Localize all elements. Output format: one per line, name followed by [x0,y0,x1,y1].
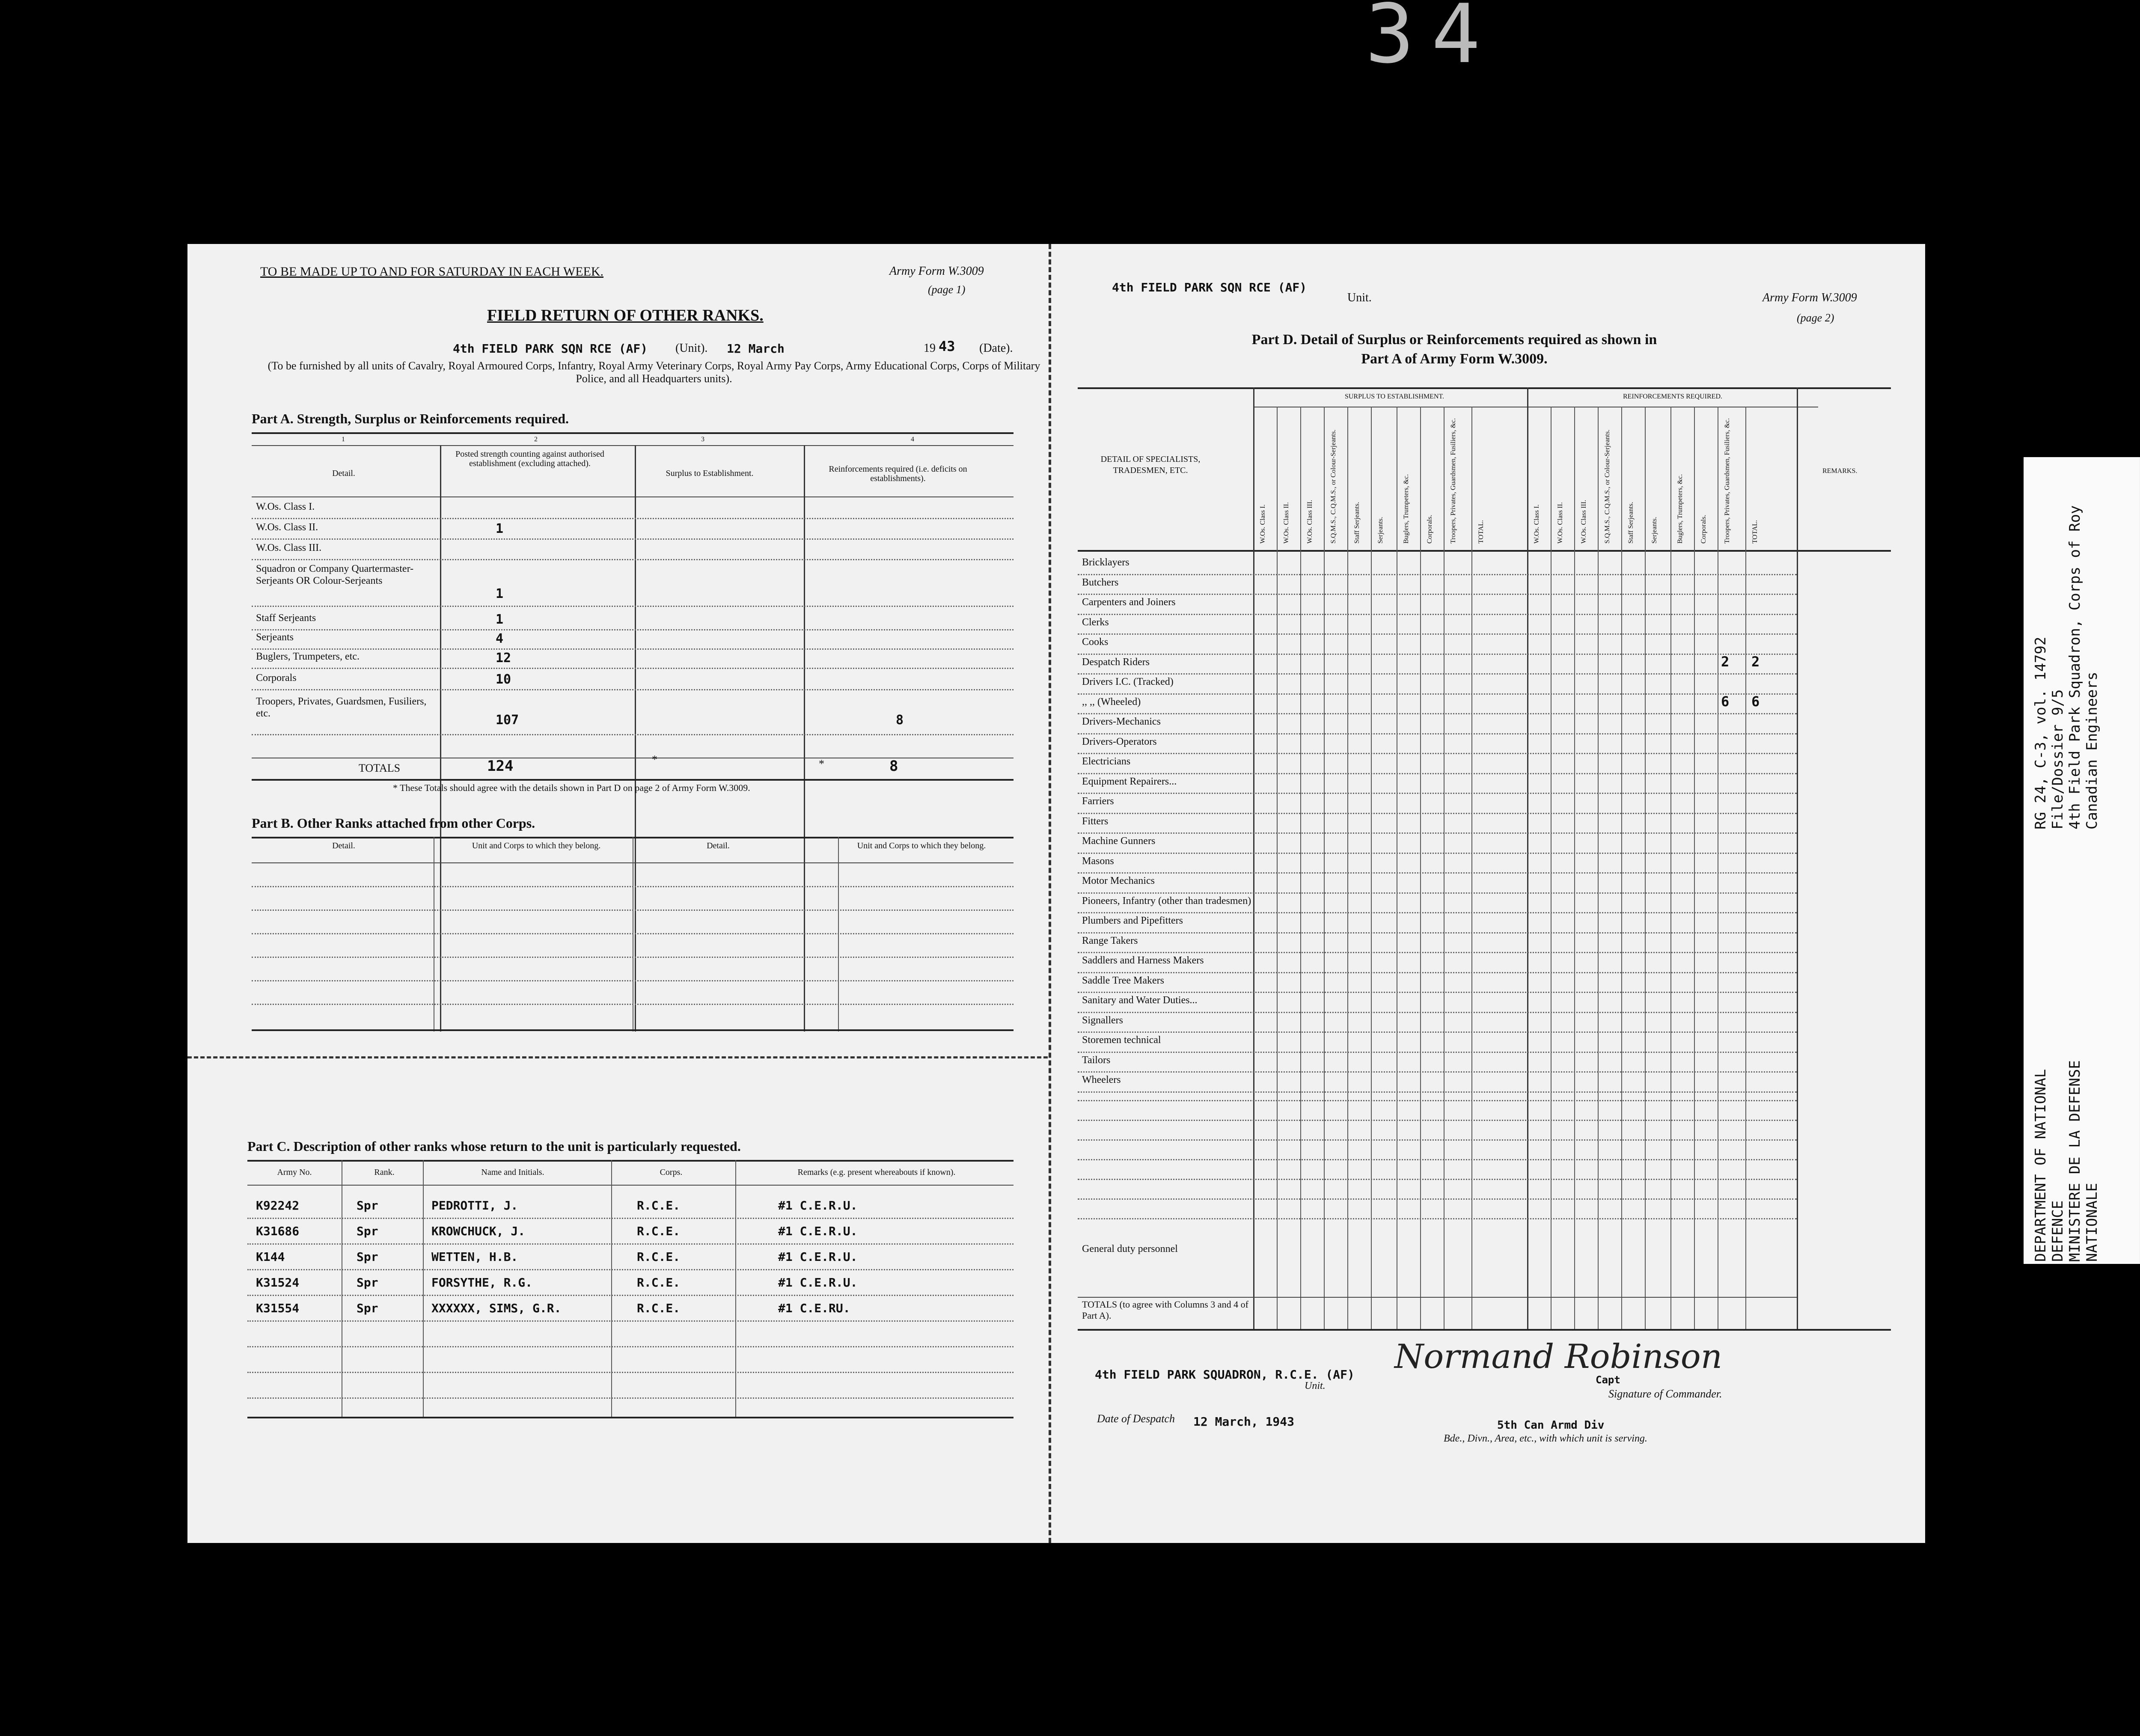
surplus-col-line [1347,407,1348,1329]
page-1 [187,244,1048,1543]
part-b-col-unit-2: Unit and Corps to which they belong. [857,841,986,850]
col-number-1: 1 [342,436,345,443]
formation-label: Bde., Divn., Area, etc., with which unit is serving. [1444,1433,1647,1444]
trade-reinf-total: 2 [1751,653,1760,670]
trade-row-rule [1078,574,1797,575]
page-fold [1049,244,1051,1543]
surplus-col-header: W.Os. Class III. [1306,499,1314,544]
remarks-border [1797,387,1798,1329]
part-c-col-name: Name and Initials. [481,1168,544,1177]
part-c-row-rule [247,1372,1014,1373]
part-c-row-rule [247,1243,1014,1245]
reinf-col-header: S.Q.M.S., C.Q.M.S., or Colour-Serjeants. [1604,429,1611,544]
part-c-title: Part C. Description of other ranks whose return to the unit is particularly requested. [247,1139,741,1154]
trade-row-rule [1078,633,1797,635]
trade-row-rule [1078,654,1797,655]
part-a-row-rule [252,648,1014,650]
col-number-2: 2 [534,436,538,443]
trade-row-rule [1078,932,1797,933]
trade-row-rule [1078,813,1797,814]
part-a-row-label: W.Os. Class II. [256,522,318,533]
surplus-col-line [1277,407,1278,1329]
part-c-name: XXXXXX, SIMS, G.R. [431,1301,562,1315]
part-a-row-label: W.Os. Class III. [256,542,322,553]
trade-row-rule [1078,952,1797,953]
part-c-army-no: K144 [256,1250,285,1264]
surplus-col-header: TOTAL. [1477,520,1485,544]
part-c-rank: Spr [357,1275,378,1290]
totals-surplus-star: * [652,753,657,766]
reference-lines: RG 24, C-3, vol. 14792 File/Dossier 9/5 4th Field Park Squadron, Corps of Roy Canadian Engineers [2032,505,2101,829]
trade-label: Saddle Tree Makers [1082,975,1164,986]
trade-label: Butchers [1082,577,1119,588]
unit-footer-label: Unit. [1305,1380,1326,1391]
part-a-row-strength: 1 [496,521,504,536]
part-c-army-no: K92242 [256,1198,300,1213]
trade-row-rule [1078,1031,1797,1033]
surplus-col-line [1471,407,1472,1329]
instructions: (To be furnished by all units of Cavalry, Royal Armoured Corps, Infantry, Royal Army Veterinary Corps, Royal Army Pay Corps, Army Educational Corps, Corps of Military Police, and all Headquarters units). [268,360,1040,385]
totals-top-rule [1078,1297,1797,1298]
part-a-row-rule [252,538,1014,540]
part-c-row-rule [247,1295,1014,1296]
blank-row-rule [1078,1120,1797,1121]
trade-row-rule [1078,713,1797,714]
trade-row-rule [1078,1091,1797,1093]
surplus-col-line [1371,407,1372,1329]
trade-label: Motor Mechanics [1082,875,1155,886]
reinf-col-line [1670,407,1671,1329]
unit-label-p2: Unit. [1347,291,1372,304]
trade-label: Plumbers and Pipefitters [1082,915,1183,926]
remarks-header: REMARKS. [1822,467,1858,475]
trade-label: Range Takers [1082,935,1138,946]
trade-label: Equipment Repairers... [1082,776,1177,787]
trade-label: Farriers [1082,796,1114,807]
part-a-footnote: * These Totals should agree with the details shown in Part D on page 2 of Army Form W.3009. [393,782,750,793]
trade-row-rule [1078,673,1797,675]
trade-row-rule [1078,1052,1797,1053]
part-c-remarks: #1 C.E.RU. [778,1301,850,1315]
col-header-reinf: Reinforcements required (i.e. deficits on establishments). [829,464,967,483]
trade-label: Drivers I.C. (Tracked) [1082,676,1174,687]
trade-reinf-corporals: 2 [1721,653,1730,670]
page-number-p2: (page 2) [1797,312,1834,324]
header-instruction: TO BE MADE UP TO AND FOR SATURDAY IN EACH WEEK. [260,265,604,279]
part-c-rank: Spr [357,1224,378,1238]
totals-reinf: 8 [889,758,898,775]
trade-row-rule [1078,972,1797,973]
detail-col-border [1253,387,1254,1329]
date-day: 12 March [727,342,785,356]
trade-row-rule [1078,912,1797,913]
trade-row-rule [1078,992,1797,993]
reinf-col-header: Corporals. [1700,514,1707,544]
blank-row-rule [1078,1179,1797,1180]
date-despatch-label: Date of Despatch [1097,1412,1175,1425]
part-c-corps: R.C.E. [637,1198,681,1213]
detail-header: DETAIL OF SPECIALISTS, TRADESMEN, ETC. [1100,455,1201,475]
totals-bottom-rule [1078,1329,1891,1331]
reinf-header: REINFORCEMENTS REQUIRED. [1623,393,1722,400]
date-year-prefix: 19 [924,342,936,355]
part-b-col-detail-2: Detail. [707,841,730,850]
surplus-col-header: Troopers, Privates, Guardsmen, Fusiliers, &c. [1450,418,1457,544]
part-c-row-rule [247,1320,1014,1322]
totals-label: TOTALS [359,762,401,774]
surplus-col-header: Serjeants. [1377,517,1384,544]
part-c-col-corps: Corps. [660,1168,683,1177]
part-c-army-no: K31554 [256,1301,300,1315]
part-c-army-no: K31686 [256,1224,300,1238]
unit-value: 4th FIELD PARK SQN RCE (AF) [453,342,648,356]
reinf-col-line [1574,407,1575,1329]
trade-label: Saddlers and Harness Makers [1082,955,1204,966]
part-c-name: KROWCHUCK, J. [431,1224,526,1238]
part-c-row-rule [247,1269,1014,1270]
col-number-3: 3 [701,436,704,443]
trade-label: Storemen technical [1082,1034,1161,1046]
trade-reinf-corporals: 6 [1721,693,1730,710]
part-a-row-label: Staff Serjeants [256,612,316,624]
surplus-col-line [1300,407,1301,1329]
reinf-col-header: TOTAL. [1751,520,1759,544]
trade-label: Tailors [1082,1054,1111,1066]
trade-label: Bricklayers [1082,557,1129,568]
col-header-detail: Detail. [332,469,355,478]
blank-row-rule [1078,1100,1797,1101]
formation: 5th Can Armd Div [1497,1419,1605,1432]
trade-row-rule [1078,872,1797,874]
surplus-col-line [1324,407,1325,1329]
part-a-row-rule [252,629,1014,630]
signature-label: Signature of Commander. [1608,1388,1722,1400]
part-d-title-2: Part A of Army Form W.3009. [1361,351,1548,367]
surplus-col-header: S.Q.M.S., C.Q.M.S., or Colour-Serjeants. [1330,429,1337,544]
part-c-remarks: #1 C.E.R.U. [778,1224,858,1238]
archive-label-card [2024,457,2140,1264]
part-c-row-rule [247,1397,1014,1399]
part-c-rank: Spr [357,1250,378,1264]
part-a-row-rule [252,734,1014,735]
part-c-name: FORSYTHE, R.G. [431,1275,533,1290]
part-c-corps: R.C.E. [637,1301,681,1315]
surplus-col-header: Corporals. [1426,514,1433,544]
part-c-name: WETTEN, H.B. [431,1250,518,1264]
reinf-col-header: Serjeants. [1651,517,1658,544]
col-header-strength: Posted strength counting against authorised establishment (excluding attached). [455,449,604,468]
part-c-col-remarks: Remarks (e.g. present whereabouts if known). [797,1168,956,1177]
part-a-row-rule [252,559,1014,560]
reinf-col-header: Buglers, Trumpeters, &c. [1676,474,1684,544]
reinf-col-header: W.Os. Class II. [1557,502,1564,544]
surplus-col-header: W.Os. Class II. [1283,502,1290,544]
trade-row-rule [1078,693,1797,695]
trade-row-rule [1078,793,1797,794]
part-c-row-rule [247,1218,1014,1219]
date-label: (Date). [979,342,1013,355]
army-form-label: Army Form W.3009 [889,265,984,278]
totals-strength: 124 [487,758,514,775]
part-a-row-reinf: 8 [896,713,904,728]
reinf-col-header: Staff Serjeants. [1627,502,1635,544]
date-year: 43 [939,338,955,354]
reinf-col-line [1598,407,1599,1329]
part-a-row-label: Buglers, Trumpeters, etc. [256,651,360,662]
part-c-name: PEDROTTI, J. [431,1198,518,1213]
trade-row-rule [1078,892,1797,894]
part-c-remarks: #1 C.E.R.U. [778,1250,858,1264]
page-2 [1052,244,1925,1543]
part-c-rank: Spr [357,1301,378,1315]
form-title: FIELD RETURN OF OTHER RANKS. [487,306,764,324]
surplus-col-header: Staff Serjeants. [1353,502,1361,544]
trade-label: Sanitary and Water Duties... [1082,995,1198,1006]
col-header-surplus: Surplus to Establishment. [666,469,754,478]
trade-row-rule [1078,773,1797,774]
trade-row-rule [1078,614,1797,615]
part-a-row-label: W.Os. Class I. [256,501,315,512]
part-a-title: Part A. Strength, Surplus or Reinforcements required. [252,411,569,426]
part-a-row-strength: 12 [496,651,511,666]
trade-row-rule [1078,753,1797,754]
reinf-col-header: W.Os. Class I. [1533,504,1540,544]
blank-row-rule [1078,1218,1797,1219]
surplus-reinf-divider [1527,387,1528,1329]
general-duty-label: General duty personnel [1082,1243,1178,1254]
trade-row-rule [1078,733,1797,734]
part-b-col-unit-1: Unit and Corps to which they belong. [472,841,601,850]
trade-label: Despatch Riders [1082,656,1150,668]
page-number: (page 1) [928,283,966,296]
trade-label: Signallers [1082,1014,1123,1026]
part-a-row-rule [252,689,1014,690]
unit-footer: 4th FIELD PARK SQUADRON, R.C.E. (AF) [1095,1367,1355,1382]
commander-signature: Normand Robinson [1394,1338,1722,1376]
unit-label: (Unit). [675,342,708,355]
part-a-row-label: Squadron or Company Quartermaster-Serjeants OR Colour-Serjeants [256,563,414,586]
part-b-title: Part B. Other Ranks attached from other Corps. [252,815,535,831]
part-a-row-strength: 1 [496,586,504,601]
blank-row-rule [1078,1139,1797,1141]
part-a-row-label: Corporals [256,672,297,684]
blank-row-rule [1078,1159,1797,1160]
signature-rank: Capt [1596,1374,1620,1386]
part-a-row-strength: 10 [496,672,511,687]
part-d-title-1: Part D. Detail of Surplus or Reinforcements required as shown in [1251,332,1657,348]
trade-label: Electricians [1082,756,1131,767]
trade-label: Drivers-Mechanics [1082,716,1161,727]
trade-row-rule [1078,832,1797,834]
trade-label: Masons [1082,855,1114,867]
unit-value-p2: 4th FIELD PARK SQN RCE (AF) [1112,280,1307,294]
army-form-label-p2: Army Form W.3009 [1763,291,1857,304]
reinf-col-line [1551,407,1552,1329]
blank-row-rule [1078,1198,1797,1200]
trade-row-rule [1078,1012,1797,1013]
col-number-4: 4 [911,436,914,443]
reinf-col-line [1645,407,1646,1329]
frame-number: 34 [1365,0,1498,81]
surplus-col-header: W.Os. Class I. [1259,504,1266,544]
part-c-row-rule [247,1346,1014,1347]
trade-label: Clerks [1082,616,1109,628]
part-c-col-rank: Rank. [374,1168,395,1177]
part-b-col-detail-1: Detail. [332,841,355,850]
surplus-header: SURPLUS TO ESTABLISHMENT. [1344,393,1444,400]
part-a-row-label: Serjeants [256,632,294,643]
trade-label: Wheelers [1082,1074,1121,1085]
reinf-col-line [1694,407,1695,1329]
date-despatch: 12 March, 1943 [1193,1415,1295,1429]
part-a-row-label: Troopers, Privates, Guardsmen, Fusiliers, etc. [256,696,427,719]
part-c-corps: R.C.E. [637,1224,681,1238]
reinf-col-header: W.Os. Class III. [1580,499,1587,544]
trade-row-rule [1078,853,1797,854]
reinf-col-header: Troopers, Privates, Guardsmen, Fusiliers, &c. [1724,418,1731,544]
part-c-remarks: #1 C.E.R.U. [778,1275,858,1290]
part-a-row-rule [252,518,1014,519]
trade-label: ,, ,, (Wheeled) [1082,696,1141,707]
reinf-col-line [1621,407,1622,1329]
surplus-col-header: Buglers, Trumpeters, &c. [1403,474,1410,544]
surplus-col-line [1420,407,1421,1329]
part-a-row-rule [252,606,1014,607]
part-c-corps: R.C.E. [637,1250,681,1264]
totals-label-p2: TOTALS (to agree with Columns 3 and 4 of Part A). [1082,1299,1248,1321]
trade-label: Fitters [1082,815,1109,827]
trade-row-rule [1078,1071,1797,1073]
reinf-col-line [1745,407,1746,1329]
dept-lines: DEPARTMENT OF NATIONAL DEFENCE MINISTERE DE LA DEFENSE NATIONALE [2032,1060,2101,1262]
part-c-col-army-no: Army No. [277,1168,312,1177]
trade-reinf-total: 6 [1751,693,1760,710]
trade-label: Pioneers, Infantry (other than tradesmen) [1082,895,1251,907]
trade-label: Drivers-Operators [1082,736,1157,747]
part-c-corps: R.C.E. [637,1275,681,1290]
trade-label: Carpenters and Joiners [1082,597,1176,608]
part-c-remarks: #1 C.E.R.U. [778,1198,858,1213]
part-c-army-no: K31524 [256,1275,300,1290]
trade-label: Cooks [1082,636,1109,648]
totals-reinf-star: * [819,758,824,770]
part-a-row-strength: 107 [496,713,519,728]
part-a-row-rule [252,668,1014,669]
part-a-row-strength: 4 [496,631,504,646]
form-sheet [187,244,1925,1543]
trade-row-rule [1078,594,1797,595]
part-c-rank: Spr [357,1198,378,1213]
part-a-row-strength: 1 [496,612,504,627]
trade-label: Machine Gunners [1082,835,1156,847]
